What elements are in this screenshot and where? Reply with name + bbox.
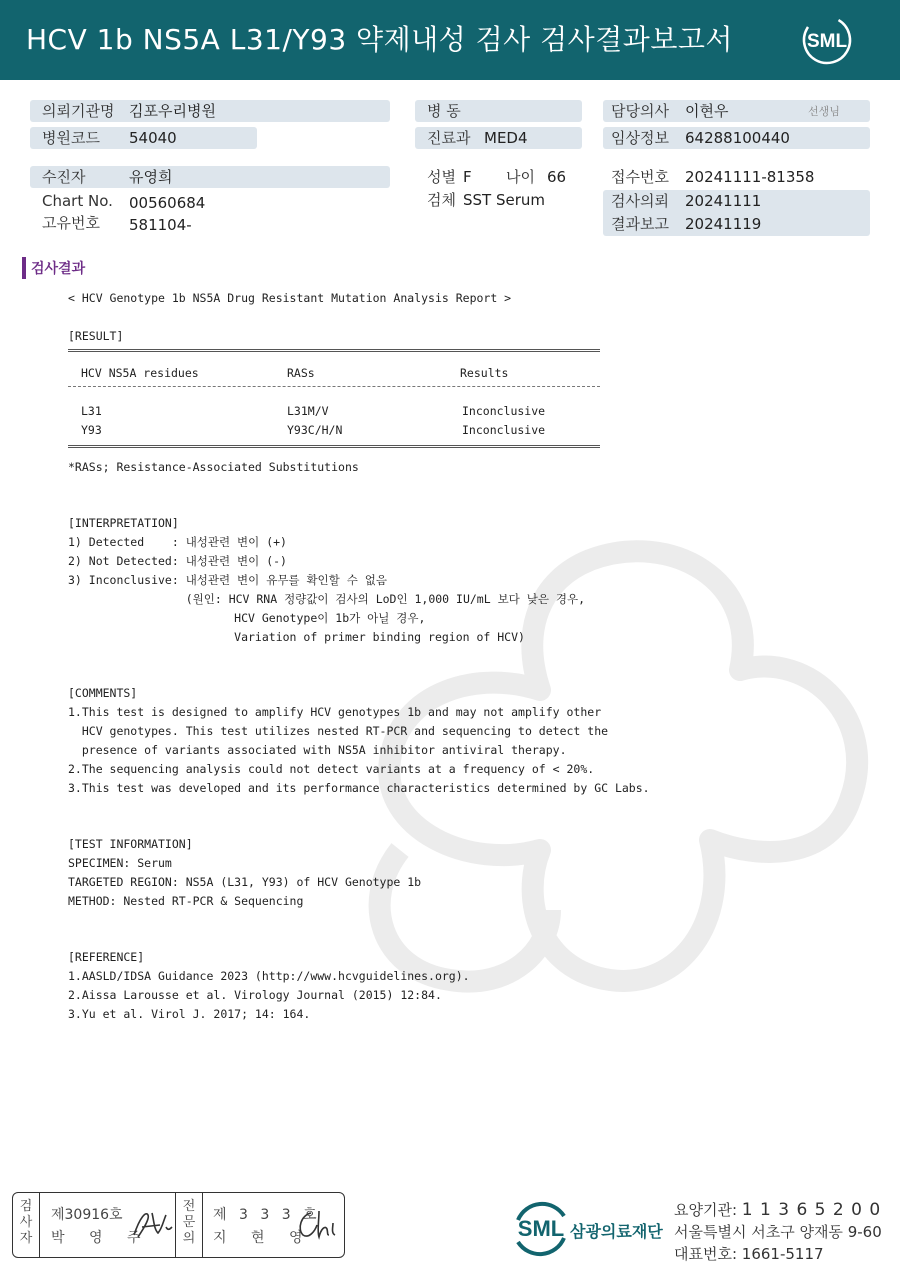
interpretation-line: 2) Not Detected: 내성관련 변이 (-) xyxy=(68,554,287,568)
logo-text: SML xyxy=(806,31,848,52)
care-label: 요양기관: xyxy=(674,1201,738,1219)
reference-line: 2.Aissa Larousse et al. Virology Journal (2015) 12:84. xyxy=(68,988,442,1002)
examiner-name: 박 영 주 xyxy=(51,1230,151,1246)
table-cell-ras: Y93C/H/N xyxy=(287,423,343,437)
specialist-name: 지 현 영 xyxy=(213,1230,313,1246)
signature-divider xyxy=(39,1193,40,1257)
org-logo-text: SML xyxy=(517,1216,565,1241)
request-value: 20241111 xyxy=(685,192,762,210)
report-date-value: 20241119 xyxy=(685,215,762,233)
org-logo-mark xyxy=(510,1198,572,1260)
request-label: 검사의뢰 xyxy=(611,192,669,210)
report-header xyxy=(0,0,900,80)
examiner-label-text: 검사자 xyxy=(19,1199,33,1246)
specialist-label-text: 전문의 xyxy=(182,1199,196,1246)
sex-value: F xyxy=(463,168,472,186)
report-title: HCV 1b NS5A L31/Y93 약제내성 검사 검사결과보고서 xyxy=(26,23,733,56)
clinical-value: 64288100440 xyxy=(685,129,790,147)
report-heading: < HCV Genotype 1b NS5A Drug Resistant Mutation Analysis Report > xyxy=(68,291,512,305)
interpretation-line: 3) Inconclusive: 내성관련 변이 유무를 확인할 수 없음 xyxy=(68,573,387,587)
comment-line: presence of variants associated with NS5A inhibitor antiviral therapy. xyxy=(68,743,567,757)
specimen-value: SST Serum xyxy=(463,191,546,209)
specialist-signature xyxy=(293,1205,339,1245)
unique-id-label: 고유번호 xyxy=(42,214,100,232)
examiner-signature xyxy=(130,1207,176,1243)
phone-label: 대표번호: xyxy=(674,1245,738,1263)
unique-id-value: 581104- xyxy=(129,216,192,234)
doctor-value: 이현우 xyxy=(685,102,729,120)
test-info-line: METHOD: Nested RT-PCR & Sequencing xyxy=(68,894,304,908)
doctor-label: 담당의사 xyxy=(611,102,669,120)
comments-heading: [COMMENTS] xyxy=(68,686,138,700)
comment-line: 2.The sequencing analysis could not detect variants at a frequency of < 20%. xyxy=(68,762,595,776)
table-bottom-rule xyxy=(68,445,600,448)
table-header-residues: HCV NS5A residues xyxy=(81,366,199,380)
comment-line: HCV genotypes. This test utilizes nested RT-PCR and sequencing to detect the xyxy=(68,724,609,738)
hospital-code-label: 병원코드 xyxy=(42,129,100,147)
examinee-label: 수진자 xyxy=(42,168,86,186)
report-date-label: 결과보고 xyxy=(611,215,669,233)
reference-line: 1.AASLD/IDSA Guidance 2023 (http://www.hcvguidelines.org). xyxy=(68,969,470,983)
age-label: 나이 xyxy=(506,168,535,186)
reference-heading: [REFERENCE] xyxy=(68,950,145,964)
table-cell-result: Inconclusive xyxy=(462,423,546,437)
section-title: 검사결과 xyxy=(31,261,86,277)
test-info-heading: [TEST INFORMATION] xyxy=(68,837,193,851)
interpretation-line: 1) Detected : 내성관련 변이 (+) xyxy=(68,535,287,549)
org-address: 서울특별시 서초구 양재동 9-60 xyxy=(674,1223,882,1241)
ward-label: 병 동 xyxy=(427,102,461,120)
sex-label: 성별 xyxy=(427,168,456,186)
institution-label: 의뢰기관명 xyxy=(42,102,115,120)
table-top-rule xyxy=(68,349,600,352)
clinical-label: 임상정보 xyxy=(611,129,669,147)
interpretation-line: Variation of primer binding region of HCV) xyxy=(68,630,525,644)
org-logo xyxy=(510,1198,572,1264)
chart-no-label: Chart No. xyxy=(42,192,113,210)
dept-value: MED4 xyxy=(484,129,528,147)
org-name: 삼광의료재단 xyxy=(570,1222,663,1241)
examiner-label xyxy=(13,1193,39,1257)
result-heading: [RESULT] xyxy=(68,329,124,343)
care-institution xyxy=(674,1199,881,1220)
test-info-line: TARGETED REGION: NS5A (L31, Y93) of HCV Genotype 1b xyxy=(68,875,422,889)
dept-label: 진료과 xyxy=(427,129,471,147)
specialist-number: 제 3 3 3 호 xyxy=(213,1207,321,1223)
test-info-line: SPECIMEN: Serum xyxy=(68,856,172,870)
signature-box xyxy=(12,1192,345,1258)
ras-footnote: *RASs; Resistance-Associated Substitutions xyxy=(68,460,359,474)
examinee-value: 유영희 xyxy=(129,168,173,186)
table-cell-ras: L31M/V xyxy=(287,404,329,418)
interpretation-line: (원인: HCV RNA 정량값이 검사의 LoD인 1,000 IU/mL 보다 낮은 경우, xyxy=(68,592,585,606)
receipt-label: 접수번호 xyxy=(611,168,669,186)
institution-value: 김포우리병원 xyxy=(129,102,216,120)
section-marker xyxy=(22,257,26,279)
doctor-suffix: 선생님 xyxy=(808,105,840,118)
interpretation-line: HCV Genotype이 1b가 아닐 경우, xyxy=(68,611,426,625)
org-phone xyxy=(674,1243,824,1264)
comment-line: 1.This test is designed to amplify HCV genotypes 1b and may not amplify other xyxy=(68,705,602,719)
hospital-code-value: 54040 xyxy=(129,129,177,147)
table-header-rule xyxy=(68,386,600,387)
table-cell-result: Inconclusive xyxy=(462,404,546,418)
specimen-label: 검체 xyxy=(427,191,456,209)
table-header-ras: RASs xyxy=(287,366,315,380)
interpretation-heading: [INTERPRETATION] xyxy=(68,516,179,530)
chart-no-value: 00560684 xyxy=(129,194,206,212)
age-value: 66 xyxy=(547,168,567,186)
table-cell-residue: Y93 xyxy=(81,423,102,437)
signature-divider xyxy=(202,1193,203,1257)
comment-line: 3.This test was developed and its performance characteristics determined by GC Labs. xyxy=(68,781,650,795)
table-header-results: Results xyxy=(460,366,509,380)
receipt-value: 20241111-81358 xyxy=(685,168,815,186)
examiner-number: 제30916호 xyxy=(51,1207,123,1223)
reference-line: 3.Yu et al. Virol J. 2017; 14: 164. xyxy=(68,1007,311,1021)
care-number: 1 1 3 6 5 2 0 0 xyxy=(741,1200,882,1220)
sml-logo xyxy=(800,13,854,67)
specialist-label xyxy=(176,1193,202,1257)
phone-number: 1661-5117 xyxy=(741,1245,824,1263)
table-cell-residue: L31 xyxy=(81,404,102,418)
